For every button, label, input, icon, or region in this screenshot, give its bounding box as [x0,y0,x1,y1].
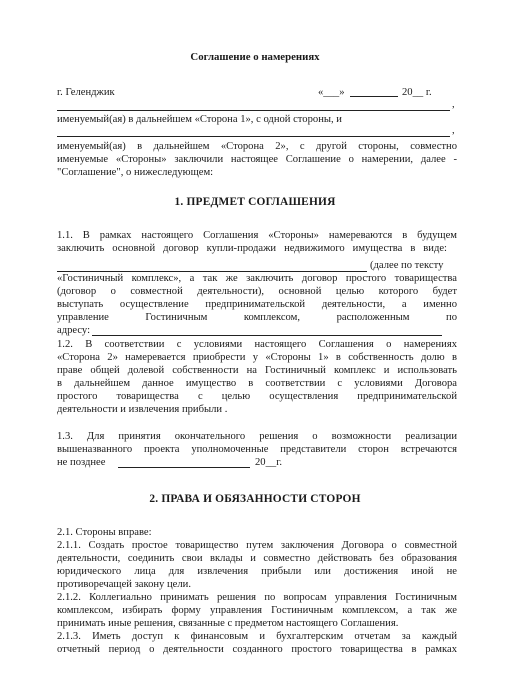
paragraph-line: 2.1. Стороны вправе: [57,527,152,538]
paragraph-line: «Сторона 2» намеревается приобрести у «Стороны 1» в собственность долю в [57,352,457,363]
paragraph-line: 2.1.2. Коллегиально принимать решения по вопросам управления Гостиничным [57,592,457,603]
party1-name-line [57,110,450,111]
paragraph-line: «Гостиничный комплекс», а так же заключить договор простого товарищества [57,273,457,284]
party-line: именуемый(ая) в дальнейшем «Сторона 1», с одной стороны, и [57,114,342,125]
paragraph-line: управление Гостиничным комплексом, расположенным по [57,312,457,323]
paragraph-line: вышеназванного проекта уполномоченные представители сторон встречаются [57,444,457,455]
date-day: «___» [318,87,345,98]
paragraph-line: адресу: [57,325,91,336]
paragraph-line: 1.3. Для принятия окончательного решения о возможности реализации [57,431,457,442]
party-line: именуемые «Стороны» заключили настоящее Соглашение о намерении, далее - [57,154,457,165]
paragraph-line: 1.1. В рамках настоящего Соглашения «Стороны» намереваются в будущем [57,230,457,241]
paragraph-line: комплексом, избирать форму управления Гостиничным комплексом, а так же [57,605,457,616]
paragraph-line: праве общей долевой собственности на Гостиничный комплекс и использовать [57,365,457,376]
paragraph-line: не позднее [57,457,106,468]
date-month-line [350,96,398,97]
address-blank-line [92,335,442,336]
section-heading: 1. ПРЕДМЕТ СОГЛАШЕНИЯ [174,196,336,208]
paragraph-line: выступать осуществление предпринимательской деятельности, а именно [57,299,457,310]
party1-comma: , [452,99,455,110]
paragraph-line: 20__г. [255,457,282,468]
paragraph-line: (далее по тексту [370,260,444,271]
paragraph-line: противоречащей закону цели. [57,579,191,590]
paragraph-line: юридического лица для извлечения прибыли или достижения иной не [57,566,457,577]
city: г. Геленджик [57,87,115,98]
deadline-blank-line [118,467,250,468]
paragraph-line: 2.1.1. Создать простое товарищество путем заключения Договора о совместной [57,540,457,551]
party2-name-line [57,136,450,137]
paragraph-line: 2.1.3. Иметь доступ к финансовым и бухгалтерским отчетам за каждый [57,631,457,642]
paragraph-line: деятельности, соединить свои вклады и совместно действовать без образования [57,553,457,564]
paragraph-line: простого товарищества с целью осуществления предпринимательской [57,391,457,402]
date-year: 20__ г. [402,87,432,98]
paragraph-line: деятельности и извлечения прибыли . [57,404,228,415]
document-title: Соглашение о намерениях [190,51,320,63]
paragraph-line: (договор о совместной деятельности), основной целью которого будет [57,286,457,297]
paragraph-line: отчетный период о деятельности созданного простого товарищества в рамках [57,644,457,655]
party2-comma: , [452,125,455,136]
paragraph-line: заключить основной договор купли-продажи недвижимого имущества в виде: [57,243,447,254]
paragraph-line: в дальнейшем данное имущество в соответствии с условиями Договора [57,378,457,389]
party-line: "Соглашение", о нижеследующем: [57,167,214,178]
section-heading: 2. ПРАВА И ОБЯЗАННОСТИ СТОРОН [149,493,361,505]
paragraph-line: 1.2. В соответствии с условиями настоящего Соглашения о намерениях [57,339,457,350]
party-line: именуемый(ая) в дальнейшем «Сторона 2», с другой стороны, совместно [57,141,457,152]
paragraph-line: принимать иные решения, связанные с предметом настоящего Соглашения. [57,618,399,629]
